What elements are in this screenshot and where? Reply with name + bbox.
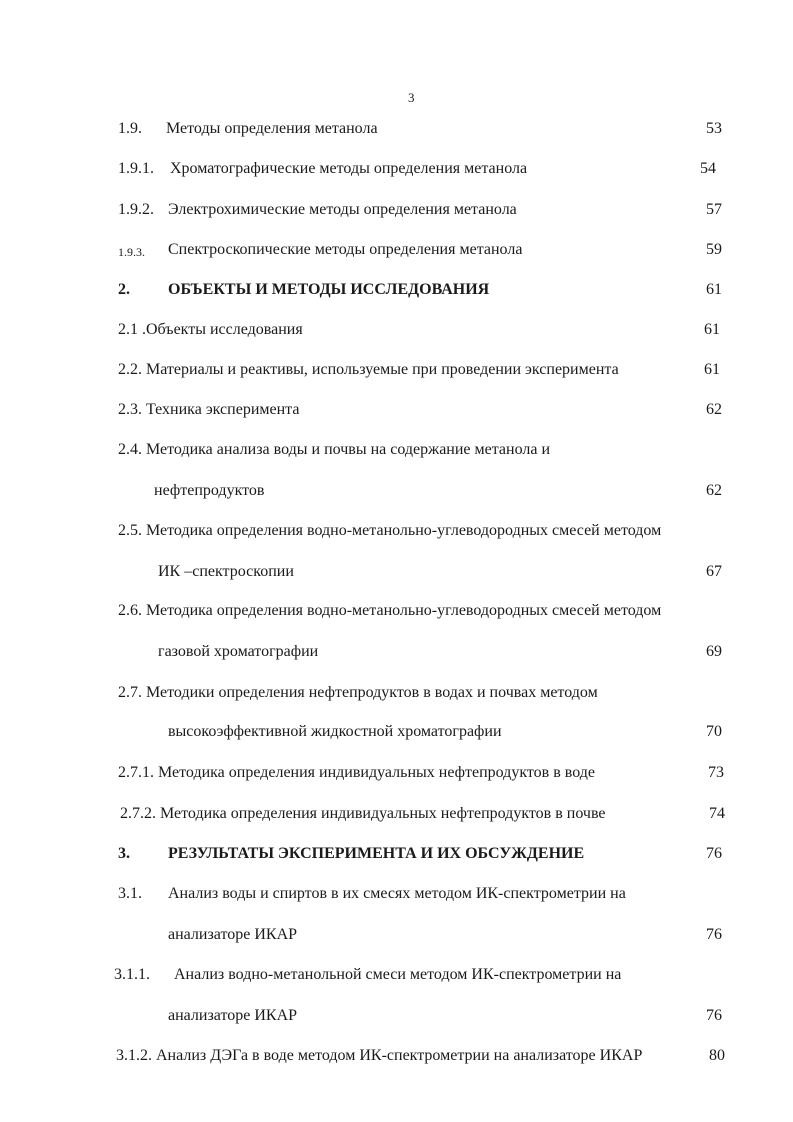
entry-page: 73 [708, 764, 724, 781]
section-title: ОБЪЕКТЫ И МЕТОДЫ ИССЛЕДОВАНИЯ [168, 281, 490, 298]
entry-page: 67 [706, 563, 722, 580]
entry-title-continued: анализаторе ИКАР [168, 1007, 298, 1024]
entry-title: 2.2. Материалы и реактивы, используемые при проведении эксперимента [118, 361, 619, 378]
entry-page: 80 [709, 1047, 725, 1064]
entry-page: 53 [706, 120, 722, 137]
entry-number: 1.9. [118, 120, 142, 137]
entry-title: Анализ водно-метанольной смеси методом ИК-спектрометрии на [174, 966, 622, 983]
entry-title-continued: анализаторе ИКАР [168, 926, 298, 943]
entry-title-continued: газовой хроматографии [158, 643, 319, 660]
entry-title: 2.4. Методика анализа воды и почвы на содержание метанола и [118, 441, 551, 458]
entry-page: 76 [706, 1007, 722, 1024]
entry-number: 3.1.1. [114, 966, 150, 983]
entry-title: 2.7.1. Методика определения индивидуальных нефтепродуктов в воде [118, 764, 595, 781]
entry-title: Методы определения метанола [166, 120, 378, 137]
entry-page: 61 [704, 321, 720, 338]
entry-title: Анализ воды и спиртов в их смесях методом ИК-спектрометрии на [168, 885, 626, 902]
entry-title-continued: ИК –спектроскопии [158, 563, 294, 580]
page-number: 3 [408, 90, 415, 105]
entry-page: 69 [706, 643, 722, 660]
toc-entry [118, 119, 142, 139]
entry-number: 3. [118, 845, 130, 862]
entry-page: 70 [706, 723, 722, 740]
entry-title: Хроматографические методы определения метанола [170, 160, 528, 177]
entry-page: 61 [704, 361, 720, 378]
entry-title: 2.6. Методика определения водно-метанольно-углеводородных смесей методом [118, 602, 662, 619]
entry-number: 1.9.3. [118, 245, 145, 259]
entry-page: 54 [700, 160, 716, 177]
entry-title-continued: нефтепродуктов [154, 482, 265, 499]
section-title: РЕЗУЛЬТАТЫ ЭКСПЕРИМЕНТА И ИХ ОБСУЖДЕНИЕ [168, 845, 585, 862]
entry-title: Спектроскопические методы определения метанола [168, 241, 523, 258]
entry-page: 62 [706, 401, 722, 418]
entry-title: 2.7.2. Методика определения индивидуальных нефтепродуктов в почве [120, 805, 606, 822]
entry-page: 62 [706, 482, 722, 499]
entry-number: 1.9.2. [118, 201, 154, 218]
entry-title: 2.1 .Объекты исследования [118, 321, 303, 338]
entry-title: 2.3. Техника эксперимента [118, 401, 300, 418]
entry-title: 2.7. Методики определения нефтепродуктов в водах и почвах методом [118, 684, 598, 701]
entry-page: 76 [706, 845, 722, 862]
entry-page: 59 [706, 241, 722, 258]
entry-title: Электрохимические методы определения метанола [168, 201, 517, 218]
entry-number: 3.1. [118, 885, 142, 902]
entry-number: 1.9.1. [118, 160, 154, 177]
entry-page: 76 [706, 926, 722, 943]
entry-number: 2. [118, 281, 130, 298]
entry-page: 57 [706, 201, 722, 218]
entry-page: 74 [709, 805, 725, 822]
entry-title: 3.1.2. Анализ ДЭГа в воде методом ИК-спектрометрии на анализаторе ИКАР [116, 1047, 643, 1064]
entry-title-continued: высокоэффективной жидкостной хроматографии [168, 723, 502, 740]
entry-title: 2.5. Методика определения водно-метанольно-углеводородных смесей методом [118, 522, 662, 539]
entry-page: 61 [706, 281, 722, 298]
